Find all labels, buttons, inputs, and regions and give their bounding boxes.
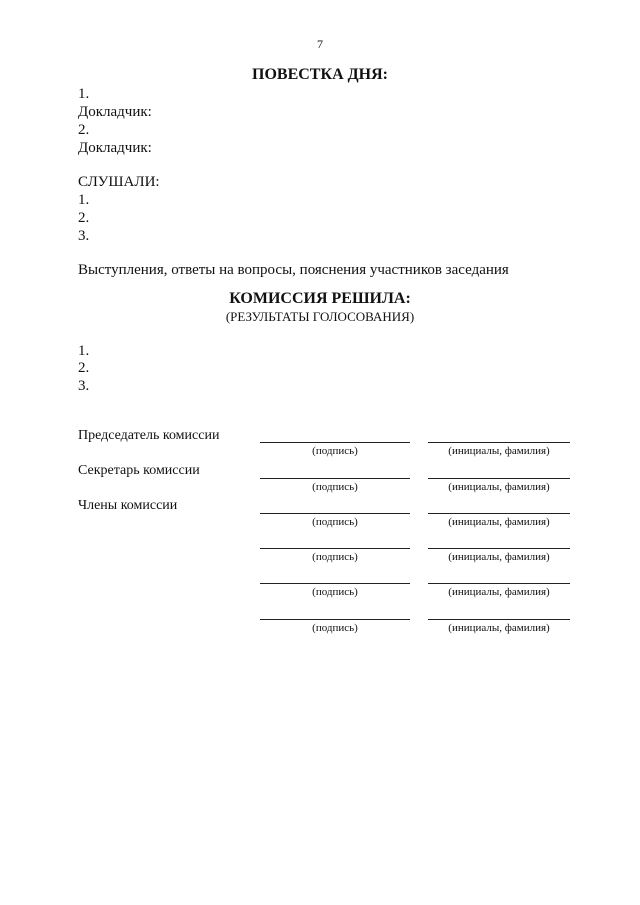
signature-line	[260, 548, 410, 549]
signature-line	[260, 442, 410, 443]
signature-line	[260, 513, 410, 514]
name-caption: (инициалы, фамилия)	[448, 622, 550, 634]
page-number: 7	[317, 37, 323, 51]
decision-item: 3.	[78, 378, 90, 394]
heard-item: 3.	[78, 228, 90, 244]
agenda-item: 1.	[78, 86, 90, 102]
signature-line	[260, 478, 410, 479]
signature-line	[260, 619, 410, 620]
name-caption: (инициалы, фамилия)	[448, 445, 550, 457]
chairman-label: Председатель комиссии	[78, 428, 220, 443]
heard-title: СЛУШАЛИ:	[78, 174, 160, 190]
signature-caption: (подпись)	[312, 481, 358, 493]
agenda-item: Докладчик:	[78, 104, 152, 120]
discussion-text: Выступления, ответы на вопросы, пояснения участников заседания	[78, 262, 509, 278]
name-caption: (инициалы, фамилия)	[448, 481, 550, 493]
signature-caption: (подпись)	[312, 445, 358, 457]
heard-item: 1.	[78, 192, 90, 208]
decision-item: 1.	[78, 343, 90, 359]
signature-line	[260, 583, 410, 584]
decision-item: 2.	[78, 360, 90, 376]
decision-title: КОМИССИЯ РЕШИЛА:	[229, 290, 411, 307]
name-caption: (инициалы, фамилия)	[448, 586, 550, 598]
secretary-label: Секретарь комиссии	[78, 463, 200, 478]
agenda-item: Докладчик:	[78, 140, 152, 156]
name-line	[428, 548, 570, 549]
agenda-title: ПОВЕСТКА ДНЯ:	[252, 66, 388, 83]
name-line	[428, 442, 570, 443]
name-caption: (инициалы, фамилия)	[448, 551, 550, 563]
signature-caption: (подпись)	[312, 586, 358, 598]
agenda-item: 2.	[78, 122, 90, 138]
signature-caption: (подпись)	[312, 516, 358, 528]
name-caption: (инициалы, фамилия)	[448, 516, 550, 528]
name-line	[428, 619, 570, 620]
name-line	[428, 478, 570, 479]
signature-caption: (подпись)	[312, 622, 358, 634]
members-label: Члены комиссии	[78, 498, 178, 513]
decision-subtitle: (РЕЗУЛЬТАТЫ ГОЛОСОВАНИЯ)	[225, 309, 415, 324]
signature-caption: (подпись)	[312, 551, 358, 563]
heard-item: 2.	[78, 210, 90, 226]
name-line	[428, 513, 570, 514]
name-line	[428, 583, 570, 584]
